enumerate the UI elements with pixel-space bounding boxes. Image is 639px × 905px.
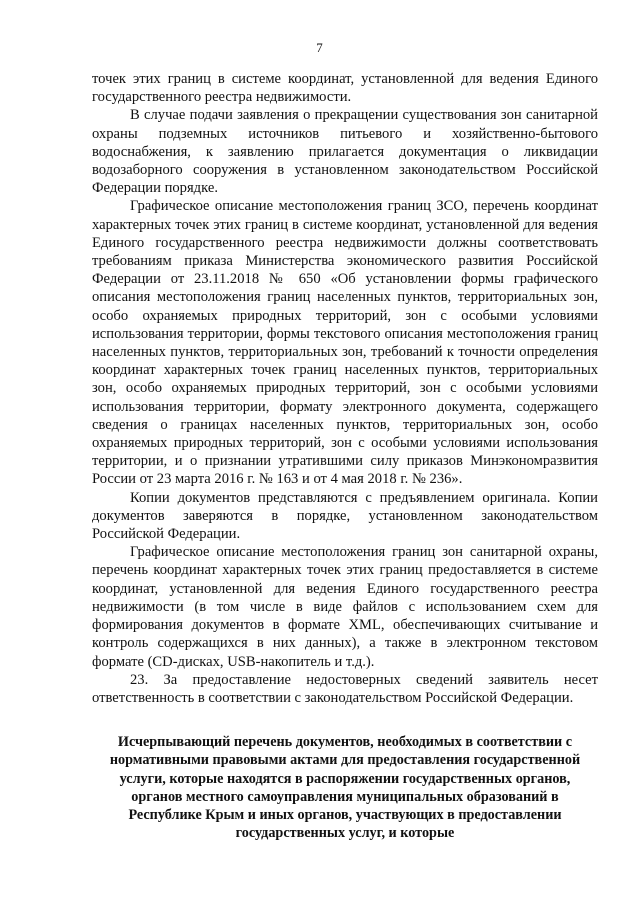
paragraph-graphic-description: Графическое описание местоположения границ ЗСО, перечень координат характерных точек этих границ в системе координат, установленной для ведения Единого государственного реестра недвижимости должны соответствовать требованиям приказа Министерства экономического развития Российской Федерации от 23.11.2018 № 650 «Об установлении формы графического описания местоположения границ населенных пунктов, территориальных зон, особо охраняемых природных территорий, зон с особыми условиями использования территории, формы текстового описания местоположения границ населенных пунктов, территориальных зон, требований к точности определения координат характерных точек границ населенных пунктов, территориальных зон, особо охраняемых природных территорий, зон с особыми условиями использования территории, формату электронного документа, содержащего сведения о границах населенных пунктов, территориальных зон, особо охраняемых природных территорий, зон с особыми условиями использования территории, и о признании утратившими силу приказов Минэкономразвития России от 23 марта 2016 г. № 163 и от 4 мая 2018 г. № 236». — [92, 198, 598, 488]
paragraph-continuation: точек этих границ в системе координат, установленной для ведения Единого государственного реестра недвижимости. — [92, 71, 598, 106]
paragraph-liquidation: В случае подачи заявления о прекращении существования зон санитарной охраны подземных источников питьевого и хозяйственно-бытового водоснабжения, к заявлению прилагается документация о ликвидации водозаборного сооружения в установленном законодательством Российской Федерации порядке. — [92, 107, 598, 197]
paragraph-item-23: 23. За предоставление недостоверных сведений заявитель несет ответственность в соответствии с законодательством Российской Федерации. — [92, 671, 598, 706]
page-number: 7 — [316, 40, 323, 55]
paragraph-coordinates-format: Графическое описание местоположения границ зон санитарной охраны, перечень координат характерных точек этих границ предоставляется в системе координат, установленной для ведения Единого государственного реестра недвижимости (в том числе в виде файлов с использованием схем для формирования документов в формате XML, обеспечивающих считывание и контроль содержащихся в них данных), а также в электронном текстовом формате (CD-дисках, USB-накопитель и т.д.). — [92, 544, 598, 670]
paragraph-copies: Копии документов представляются с предъявлением оригинала. Копии документов заверяются в порядке, установленном законодательством Российской Федерации. — [92, 489, 598, 543]
section-heading: Исчерпывающий перечень документов, необходимых в соответствии с нормативными правовыми актами для предоставления государственной услуги, которые находятся в распоряжении государственных органов, органов местного самоуправления муниципальных образований в Республике Крым и иных органов, участвующих в предоставлении государственных услуг, и которые — [109, 734, 581, 842]
document-body — [92, 70, 598, 842]
